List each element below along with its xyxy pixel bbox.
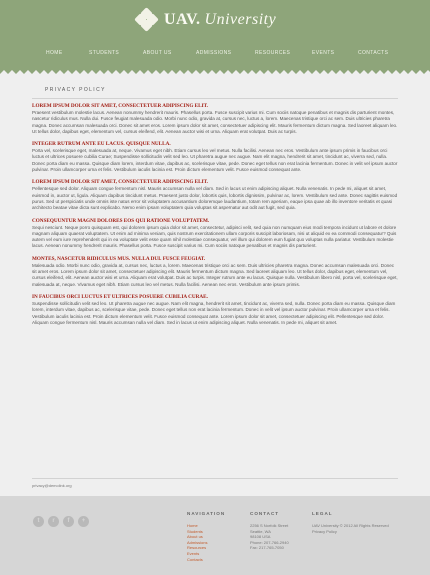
- policy-content: [32, 103, 398, 332]
- page-title: PRIVACY POLICY: [45, 87, 106, 93]
- section-body: Malesuada odio. Morbi nunc odio, gravida at, cursus nec, luctus a, lorem. Maecenas tristique orci ac sem. Duis ultricies pharetra magna. Donec accumsan malesuada orci. Donec sit amet eros. Lorem ipsum dolor sit amet, consectetuer adipiscing elit. Mauris fermentum dictum magna. Sed laoreet aliquam leo. Ut tellus dolor, dapibus eget, elementum vel, cursus eleifend, elit. Aenean auctor wisi et urna. Aliquam erat volutpat. Duis ac turpis. Integer rutrum ante eu lacus. Quisque nulla. Vestibulum libero nisl, porta vel, scelerisque eget, malesuada at, neque. Vivamus eget nibh. Etiam cursus leo vel metus. Nulla facilisi. Aenean nec eros. Vestibulum ante ipsum primis.: [32, 262, 398, 287]
- policy-section: [32, 103, 398, 135]
- policy-section: [32, 294, 398, 326]
- footer-link-about-us[interactable]: About us: [187, 534, 203, 540]
- footer-legal-title: LEGAL: [312, 511, 333, 516]
- email-link[interactable]: privacy@demolink.org: [32, 483, 72, 488]
- policy-section: [32, 218, 398, 250]
- facebook-icon[interactable]: f: [63, 516, 74, 527]
- policy-section: [32, 179, 398, 211]
- nav-item-resources[interactable]: RESOURCES: [255, 50, 291, 56]
- nav-item-about-us[interactable]: ABOUT US: [143, 50, 172, 56]
- section-body: Praesent vestibulum molestie lacus. Aenean nonummy hendrerit mauris. Phasellus porta. Fusce suscipit varius mi. Cum sociis natoque penatibus et magnis dis parturient montes, nascetur ridiculus mus. Nulla dui. Fusce feugiat malesuada odio. Morbi nunc odio, gravida at, cursus nec, luctus a, lorem. Maecenas tristique orci ac sem. Duis ultricies pharetra magna. Donec accumsan malesuada orci. Donec sit amet eros. Lorem ipsum dolor sit amet, consectetuer adipiscing elit. Mauris fermentum dictum magna. Sed laoreet aliquam leo. Ut tellus dolor, dapibus eget, elementum vel, cursus eleifend, elit. Aenean auctor wisi et urna. Aliquam erat volutpat. Duis ac turpis.: [32, 110, 398, 134]
- contact-fax: Fax: 217-765-7050: [250, 545, 284, 551]
- section-title: LOREM IPSUM DOLOR SIT AMET, CONSECTETUER ADIPISCING ELIT.: [32, 179, 208, 186]
- section-title: CONSEQUUNTUR MAGNI DOLORES EOS QUI RATIONE VOLUPTATEM.: [32, 217, 210, 224]
- section-title: INTEGER RUTRUM ANTE EU LACUS. QUISQUE NULLA.: [32, 141, 171, 148]
- nav-item-events[interactable]: EVENTS: [312, 50, 335, 56]
- main-nav: [0, 50, 430, 62]
- footer-link-students[interactable]: Students: [187, 528, 203, 534]
- nav-item-students[interactable]: STUDENTS: [89, 50, 120, 56]
- content-divider: [32, 478, 398, 479]
- title-divider: [32, 98, 398, 99]
- footer-link-resources[interactable]: Resources: [187, 545, 207, 551]
- footer-navigation-title: NAVIGATION: [187, 511, 226, 516]
- section-body: Sequi nesciunt. Neque porro quisquam est, qui dolorem ipsum quia dolor sit amet, consectetur, adipisci velit, sed quia non numquam eius modi tempora incidunt ut labore et dolore magnam aliquam quaerat voluptatem. Ut enim ad minima veniam, quis nostrum exercitationem ullam corporis suscipit laboriosam, nisi ut aliquid ex ea commodi consequatur? Quis autem vel eum iure reprehenderit qui in ea voluptate velit esse quam nihil molestiae consequatur, vel illum qui dolorem eum fugiat quo voluptas nulla pariatur. Vestibulum molestie lacus. Aenean nonummy hendrerit mauris. Phasellus porta. Fusce suscipit varius mi. Cum sociis natoque penatibus et magnis dis parturient.: [32, 224, 397, 249]
- nav-item-contacts[interactable]: CONTACTS: [358, 50, 389, 56]
- contact-address: 2256 S Norfolk Street: [250, 523, 289, 528]
- logo[interactable]: [136, 8, 276, 32]
- logo-mark-icon: [136, 9, 158, 31]
- header-zigzag-edge: [0, 70, 430, 78]
- nav-item-home[interactable]: HOME: [46, 50, 63, 56]
- contact-postal: 98108 USA: [250, 534, 271, 540]
- contact-phone: Phone: 207-766-2940: [250, 539, 289, 545]
- logo-text: [164, 11, 276, 29]
- section-body: Suspendisse sollicitudin velit sed leo. Ut pharetra augue nec augue. Nam elit magna, hendrerit sit amet, tincidunt ac, viverra sed, nulla. Donec porta diam eu massa. Quisque diam lorem, interdum vitae, dapibus ac, scelerisque vitae, pede. Donec eget tellus non erat lacinia fermentum. Donec in velit vel ipsum auctor pulvinar. Proin ullamcorper urna et felis. Vestibulum iaculis lacinia est. Proin dictum elementum velit. Fusce euismod consequat ante. Lorem ipsum dolor sit amet, consectetuer adipiscing elit. Pellentesque sed dolor. Aliquam congue fermentum nisl. Mauris accumsan nulla vel diam. Sed in lacus ut enim adipiscing aliquet. Nulla venenatis. In pede mi, aliquet sit amet.: [32, 300, 396, 325]
- section-body: Pellentesque sed dolor. Aliquam congue fermentum nisl. Mauris accumsan nulla vel diam. Sed in lacus ut enim adipiscing aliquet. Nulla venenatis. In pede mi, aliquet sit amet, euismod in, auctor ut, ligula. Aliquam dapibus tincidunt metus. Praesent justo dolor, lobortis quis, lobortis dignissim, pulvinar ac, lorem. Vestibulum sed ante. Donec sagittis euismod purus. Sed ut perspiciatis unde omnis iste natus error sit voluptatem accusantium doloremque laudantium, totam rem aperiam, eaque ipsa quae ab illo inventore veritatis et quasi architecto beatae vitae dicta sunt explicabo. Nemo enim ipsam voluptatem quia voluptas sit aspernatur aut odit aut fugit, sed quia.: [32, 186, 398, 211]
- contact-city: Seattle, WA: [250, 528, 271, 534]
- footer-contact-title: CONTACT: [250, 511, 280, 516]
- rss-icon[interactable]: r: [48, 516, 59, 527]
- footer-link-home[interactable]: Home: [187, 523, 198, 528]
- policy-section: [32, 141, 398, 173]
- copyright-text: UAV University © 2012 All Rights Reserved: [312, 523, 389, 528]
- section-title: MONTES, NASCETUR RIDICULUS MUS. NULLA DUI. FUSCE FEUGIAT.: [32, 255, 206, 262]
- section-title: LOREM IPSUM DOLOR SIT AMET, CONSECTETUER ADIPISCING ELIT.: [32, 103, 208, 109]
- logo-subtitle: University: [204, 11, 277, 28]
- section-body: Porta vel, scelerisque eget, malesuada at, neque. Vivamus eget nibh. Etiam cursus leo vel metus. Nulla facilisi. Aenean nec eros. Vestibulum ante ipsum primis in faucibus orci luctus et ultrices posuere cubilia Curae; Suspendisse sollicitudin velit sed leo. Ut pharetra augue nec augue. Nam elit magna, hendrerit sit amet, tincidunt ac, viverra sed, nulla. Donec porta diam eu massa. Quisque diam lorem, interdum vitae, dapibus ac, scelerisque vitae, pede. Donec eget tellus non erat lacinia fermentum. Donec in velit vel ipsum auctor pulvinar. Proin ullamcorper urna et felis. Vestibulum iaculis lacinia est. Proin dictum elementum velit. Fusce euismod consequat ante.: [32, 148, 398, 173]
- footer-link-contacts[interactable]: Contacts: [187, 556, 203, 562]
- google-plus-icon[interactable]: +: [78, 516, 89, 527]
- footer-link-events[interactable]: Events: [187, 551, 200, 556]
- twitter-icon[interactable]: t: [33, 516, 44, 527]
- logo-brand: UAV.: [164, 11, 201, 28]
- nav-item-admissions[interactable]: ADMISSIONS: [196, 50, 232, 56]
- footer-link-admissions[interactable]: Admissions: [187, 539, 208, 545]
- site-header: [0, 0, 430, 76]
- policy-section: [32, 256, 398, 288]
- privacy-policy-link[interactable]: Privacy Policy: [312, 528, 337, 534]
- section-title: IN FAUCIBUS ORCI LUCTUS ET ULTRICES POSUERE CUBILIA CURAE.: [32, 293, 208, 300]
- site-footer: [0, 496, 430, 575]
